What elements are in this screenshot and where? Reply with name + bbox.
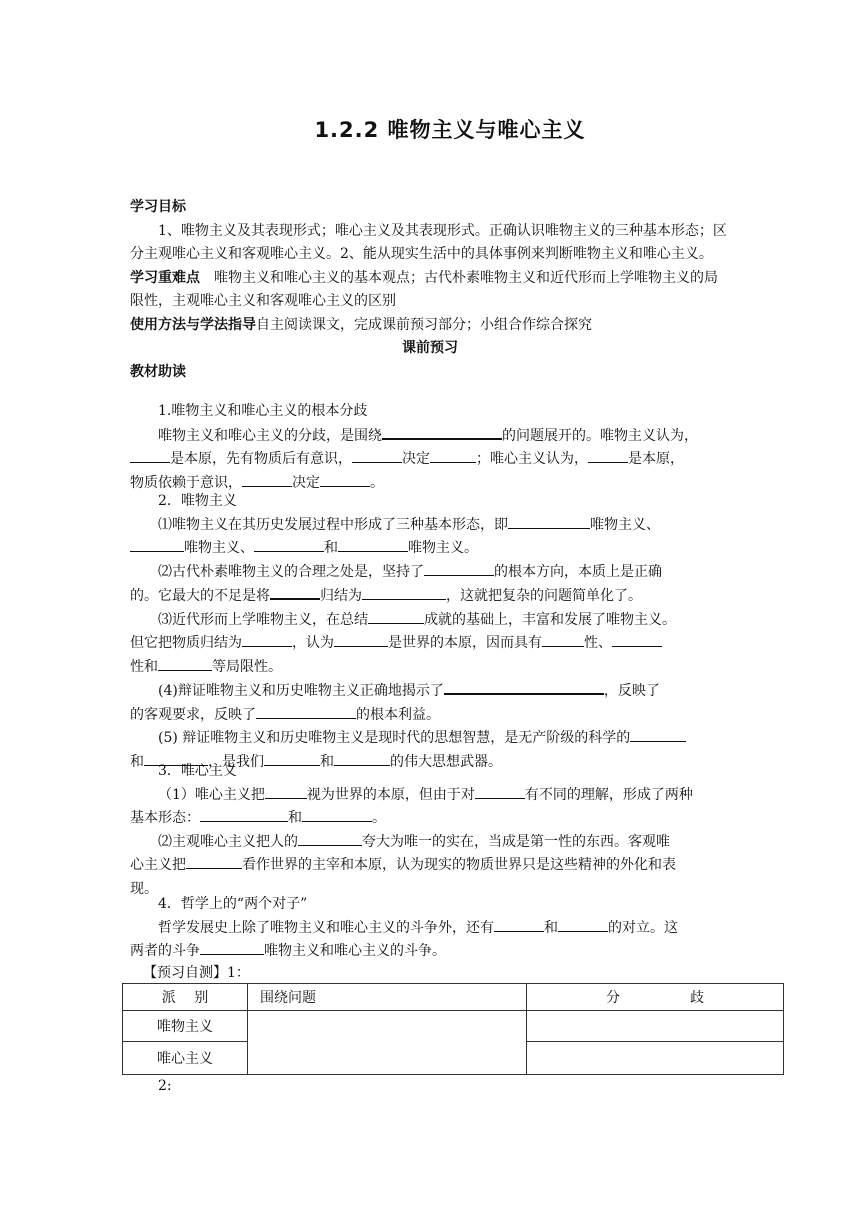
key-points <box>130 267 730 314</box>
blank[interactable] <box>494 917 544 932</box>
text-run: ⑵主观唯心主义把人的 <box>158 833 298 850</box>
section-3-item-2-cont2: 现。 <box>130 880 158 897</box>
text-run: 有不同的理解，形成了两种 <box>524 786 693 803</box>
text-run: ⑵古代朴素唯物主义的合理之处是，坚持了 <box>158 563 424 580</box>
section-2-item-3-cont <box>130 632 730 656</box>
section-2-item-4-cont <box>130 704 730 728</box>
section-2-item-2 <box>130 561 730 585</box>
text-run: 等局限性。 <box>212 658 282 675</box>
section-3-item-1 <box>130 784 730 808</box>
text-run: 和 <box>288 810 302 826</box>
section-2-item-3 <box>130 609 730 633</box>
text-run: ，认为 <box>292 635 334 651</box>
section-1 <box>130 400 730 495</box>
text-run: 哲学发展史上除了唯物主义和唯心主义的斗争外，还有 <box>158 919 494 936</box>
blank[interactable] <box>588 448 628 463</box>
text-run: 的。它最大的不足是将 <box>130 588 270 604</box>
text-run: 的伟大思想武器。 <box>390 753 502 770</box>
section-4 <box>130 893 730 964</box>
text-run: 和 <box>324 540 338 556</box>
blank[interactable] <box>338 537 408 552</box>
text-run: 的对立。这 <box>608 919 678 936</box>
text-run: ⑴唯物主义在其历史发展过程中形成了三种基本形态，即 <box>158 516 508 533</box>
section-2-item-4 <box>130 679 730 704</box>
blank[interactable] <box>298 831 362 846</box>
blank[interactable] <box>362 585 446 600</box>
section-2-item-5 <box>130 727 730 751</box>
page-title: 1.2.2 唯物主义与唯心主义 <box>314 118 586 142</box>
table-header-cell: 派 别 <box>123 984 248 1011</box>
text-run: 归结为 <box>320 588 362 604</box>
text-run: 唯物主义。 <box>408 540 478 556</box>
text-run: 和 <box>544 919 558 936</box>
section-title: 课前预习 <box>402 340 458 356</box>
method-text: 自主阅读课文，完成课前预习部分；小组合作综合探究 <box>256 316 592 333</box>
blank[interactable] <box>130 537 184 552</box>
blank[interactable] <box>334 632 388 647</box>
blank[interactable] <box>430 448 476 463</box>
text-run: 但它把物质归结为 <box>130 635 242 651</box>
section-4-line-2 <box>130 940 730 964</box>
text-run: 心主义把 <box>130 857 186 873</box>
blank[interactable] <box>265 784 307 799</box>
table-row <box>123 1011 784 1042</box>
text-run: 成就的基础上，丰富和发展了唯物主义。 <box>424 611 676 628</box>
table-row-label: 唯心主义 <box>123 1042 248 1075</box>
text-run: ，是我们 <box>208 753 264 770</box>
text-run: 是本原，先有物质后有意识， <box>170 451 352 467</box>
section-2-item-2-cont <box>130 584 730 609</box>
text-run: 。 <box>372 810 386 826</box>
blank[interactable] <box>475 784 525 799</box>
text-run: (4)辩证唯物主义和历史唯物主义正确地揭示了 <box>158 683 444 699</box>
blank[interactable] <box>256 704 356 719</box>
blank[interactable] <box>368 609 424 624</box>
key-heading: 学习重难点 <box>130 269 200 286</box>
text-run: (5) 辩证唯物主义和历史唯物主义是现时代的思想智慧，是无产阶级的科学的 <box>158 730 631 746</box>
text-run: 夸大为唯一的实在，当成是第一性的东西。客观唯 <box>362 833 670 850</box>
text-run: 的根本利益。 <box>356 706 440 723</box>
subsection-title: 教材助读 <box>130 363 186 380</box>
text-run: 是本原， <box>628 451 684 467</box>
section-2-item-1 <box>130 514 730 538</box>
text-run: 决定 <box>402 451 430 467</box>
text-run: 决定 <box>292 474 320 491</box>
self-test-table <box>122 983 784 1075</box>
intro-section <box>130 196 730 384</box>
text-run: ，这就把复杂的问题简单化了。 <box>446 588 642 604</box>
blank[interactable] <box>320 472 370 487</box>
table-cell-blank[interactable] <box>248 1011 527 1075</box>
blank[interactable] <box>382 424 502 440</box>
section-4-line-1 <box>130 917 730 941</box>
text-run: 的问题展开的。唯物主义认为， <box>502 427 698 444</box>
method-line <box>130 314 730 338</box>
table-header-cell: 分 歧 <box>527 984 784 1011</box>
blank[interactable] <box>158 656 212 671</box>
section-4-heading: 4．哲学上的“两个对子” <box>158 896 308 912</box>
section-2-item-1-cont <box>130 537 730 561</box>
blank[interactable] <box>424 561 494 576</box>
section-1-line-2 <box>130 448 730 472</box>
goals-text: 1、唯物主义及其表现形式；唯心主义及其表现形式。正确认识唯物主义的三种基本形态；区分主观唯心主义和客观唯心主义。2、能从现实生活中的具体事例来判断唯物主义和唯心主义。 <box>130 222 727 262</box>
blank[interactable] <box>254 537 324 552</box>
blank[interactable] <box>508 514 590 529</box>
table-row-label: 唯物主义 <box>123 1011 248 1042</box>
text-run: 和 <box>320 753 334 770</box>
method-heading: 使用方法与学法指导 <box>130 316 256 333</box>
text-run: （1）唯心主义把 <box>158 786 265 803</box>
blank[interactable] <box>200 807 288 822</box>
blank[interactable] <box>270 584 320 600</box>
blank[interactable] <box>242 632 292 647</box>
self-test-label: 【预习自测】1： <box>143 965 250 981</box>
text-run: 唯物主义和唯心主义的斗争。 <box>264 943 446 959</box>
table-cell-blank[interactable] <box>527 1011 784 1042</box>
text-run: 性和 <box>130 658 158 675</box>
text-run: 唯物主义和唯心主义的分歧，是围绕 <box>158 427 382 444</box>
section-3-item-2-cont <box>130 854 730 878</box>
self-test-item-2: 2: <box>158 1078 172 1094</box>
goals-heading: 学习目标 <box>130 199 186 215</box>
text-run: ⑶近代形而上学唯物主义，在总结 <box>158 611 368 628</box>
section-2-heading: 2．唯物主义 <box>158 493 237 509</box>
blank[interactable] <box>542 632 584 647</box>
section-2-item-3-cont2 <box>130 656 730 680</box>
text-run: ；唯心主义认为， <box>476 451 588 467</box>
text-run: 和 <box>130 753 144 770</box>
blank[interactable] <box>352 448 402 463</box>
section-2 <box>130 490 730 774</box>
section-3-heading: 3．唯心主义 <box>158 763 237 779</box>
blank[interactable] <box>558 917 608 932</box>
text-run: 的客观要求，反映了 <box>130 706 256 723</box>
text-run: 看作世界的主宰和本原，认为现实的物质世界只是这些精神的外化和表 <box>242 857 676 873</box>
section-3-item-1-cont <box>130 807 730 831</box>
text-run: 基本形态： <box>130 810 200 826</box>
text-run: ，反映了 <box>603 683 660 699</box>
text-run: 性、 <box>584 635 612 651</box>
blank[interactable] <box>630 727 686 742</box>
section-1-line-1 <box>130 424 730 449</box>
table-header-cell: 围绕问题 <box>248 984 527 1011</box>
section-1-heading: 1.唯物主义和唯心主义的根本分歧 <box>158 403 368 419</box>
text-run: 。 <box>370 474 384 491</box>
text-run: 的根本方向，本质上是正确 <box>494 563 662 580</box>
text-run: 唯物主义、 <box>590 516 660 533</box>
text-run: 唯物主义、 <box>184 540 254 556</box>
blank[interactable] <box>302 807 372 822</box>
text-run: 是世界的本原，因而具有 <box>388 635 542 651</box>
blank[interactable] <box>130 448 170 463</box>
table-cell-blank[interactable] <box>527 1042 784 1075</box>
key-text: 唯物主义和唯心主义的基本观点；古代朴素唯物主义和近代形而上学唯物主义的局限性，主观唯心主义和客观唯心主义的区别 <box>130 269 718 309</box>
text-run: 物质依赖于意识， <box>130 474 242 491</box>
section-3 <box>130 760 730 901</box>
blank[interactable] <box>242 472 292 487</box>
table-header-row <box>123 984 784 1011</box>
blank[interactable] <box>186 854 242 869</box>
blank[interactable] <box>612 632 662 647</box>
blank[interactable] <box>444 679 604 695</box>
text-run: 视为世界的本原，但由于对 <box>306 786 475 803</box>
section-3-item-2 <box>130 831 730 855</box>
text-run: 两者的斗争 <box>130 943 200 959</box>
blank[interactable] <box>200 940 264 955</box>
